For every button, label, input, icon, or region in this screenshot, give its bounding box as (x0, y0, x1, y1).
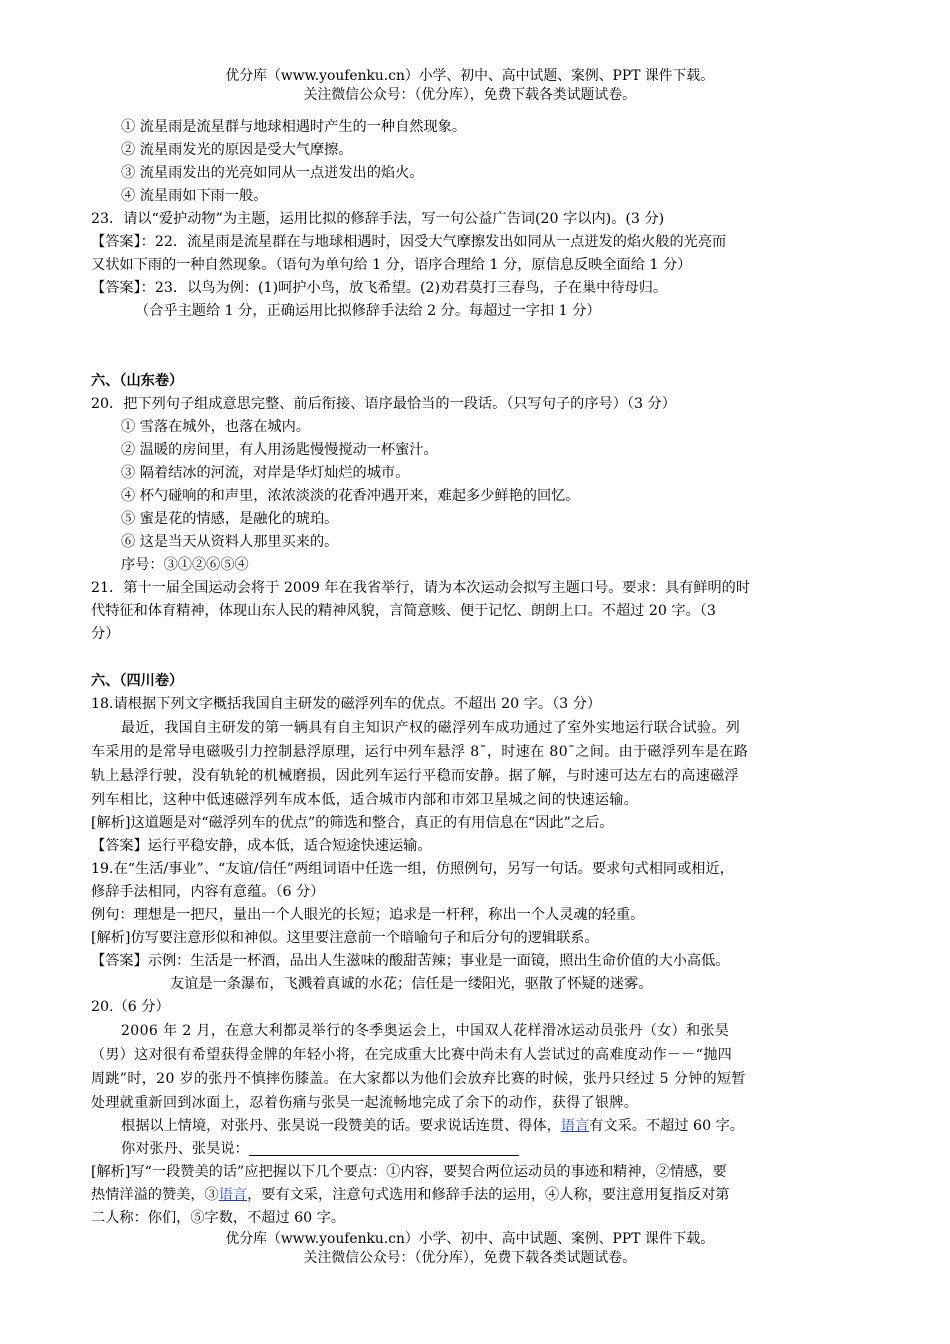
sentence-4: ④ 杯勺碰响的和声里，浓浓淡淡的花香冲遇开来，难起多少鲜艳的回忆。 (121, 488, 580, 504)
answer-22-line-2: 又状如下雨的一种自然现象。（语句为单句给 1 分，语序合理给 1 分，原信息反映全面给 1 分） (91, 257, 692, 273)
option-2: ② 流星雨发光的原因是受大气摩擦。 (121, 142, 353, 158)
question-21-line-3: 分） (91, 626, 120, 642)
option-3: ③ 流星雨发出的光亮如同从一点迸发出的焰火。 (121, 165, 424, 181)
question-23: 23．请以“爱护动物”为主题，运用比拟的修辞手法，写一句公益广告词(20 字以内)。(3 分) (91, 211, 665, 227)
footer-line-2: 关注微信公众号：（优分库），免费下载各类试题试卷。 (303, 1250, 636, 1266)
answer-18: 【答案】运行平稳安静，成本低，适合短途快速运输。 (91, 838, 432, 854)
requirement-line (121, 1116, 744, 1136)
analysis-20-text-1: 热情洋溢的赞美，③ (91, 1187, 219, 1203)
analysis-20-line-1: [解析]写“一段赞美的话”应把握以下几个要点：①内容，要契合两位运动员的事迹和精神，②情感，要 (91, 1164, 727, 1180)
footer-line-1: 优分库（www.youfenku.cn）小学、初中、高中试题、案例、PPT 课件下载。 (225, 1231, 715, 1247)
section-title-sichuan: 六、（四川卷） (91, 673, 184, 689)
language-link[interactable]: 语言 (560, 1118, 590, 1134)
requirement-text-1: 根据以上情境，对张丹、张昊说一段赞美的话。要求说话连贯、得体， (121, 1118, 561, 1134)
skating-paragraph-line-2: （男）这对很有希望获得金牌的年轻小将，在完成重大比赛中尚未有人尝试过的高难度动作－－“抛四 (91, 1047, 733, 1063)
maglev-paragraph-line-2: 车采用的是常导电磁吸引力控制悬浮原理，运行中列车悬浮 8¯，时速在 80¯之间。由于磁浮列车是在路 (91, 744, 749, 760)
answer-19-line-1: 【答案】示例：生活是一杯酒，品出人生滋味的酸甜苦辣；事业是一面镜，照出生命价值的大小高低。 (91, 953, 730, 969)
skating-paragraph-line-4: 处理就重新回到冰面上，忍着伤痛与张昊一起流畅地完成了余下的动作，获得了银牌。 (91, 1095, 639, 1111)
header-line-1: 优分库（www.youfenku.cn）小学、初中、高中试题、案例、PPT 课件下载。 (225, 68, 715, 84)
sentence-5: ⑤ 蜜是花的情感，是融化的琥珀。 (121, 511, 339, 527)
maglev-paragraph-line-1: 最近，我国自主研发的第一辆具有自主知识产权的磁浮列车成功通过了室外实地运行联合试验。列 (121, 720, 741, 736)
skating-paragraph-line-1: 2006 年 2 月，在意大利都灵举行的冬季奥运会上，中国双人花样滑冰运动员张丹（女）和张昊 (121, 1023, 730, 1039)
language-link-2[interactable]: 语言 (218, 1187, 248, 1203)
analysis-20-text-2: ，要有文采，注意句式选用和修辞手法的运用，④人称，要注意用复指反对第 (247, 1187, 730, 1203)
option-1: ① 流星雨是流星群与地球相遇时产生的一种自然现象。 (121, 119, 467, 135)
question-21-line-1: 21．第十一届全国运动会将于 2009 年在我省举行，请为本次运动会拟写主题口号。要求：具有鲜明的时 (91, 580, 751, 596)
section-title-shandong: 六、（山东卷） (91, 373, 184, 389)
answer-19-line-2: 友谊是一条瀑布，飞溅着真诚的水花；信任是一缕阳光，驱散了怀疑的迷雾。 (170, 976, 653, 992)
order-answer: 序号：③①②⑥⑤④ (121, 557, 249, 573)
response-prompt (121, 1139, 519, 1159)
question-19-line-1: 19.在“生活/事业”、“友谊/信任”两组词语中任选一组，仿照例句，另写一句话。要求句式相同或相近， (91, 861, 734, 877)
sentence-6: ⑥ 这是当天从资料人那里买来的。 (121, 534, 339, 550)
answer-23-line-2: （合乎主题给 1 分，正确运用比拟修辞手法给 2 分。每超过一字扣 1 分） (135, 303, 601, 319)
example-sentence: 例句：理想是一把尺，量出一个人眼光的长短；追求是一杆秤，称出一个人灵魂的轻重。 (91, 907, 645, 923)
analysis-19: [解析]仿写要注意形似和神似。这里要注意前一个暗喻句子和后分句的逻辑联系。 (91, 930, 599, 946)
question-19-line-2: 修辞手法相同，内容有意蕴。（6 分） (91, 884, 325, 900)
analysis-20-line-3: 二人称：你们，⑤字数，不超过 60 字。 (91, 1210, 346, 1226)
maglev-paragraph-line-3: 轨上悬浮行驶，没有轨轮的机械磨损，因此列车运行平稳而安静。据了解，与时速可达左右的高速磁浮 (91, 768, 739, 784)
answer-blank-line (249, 1141, 519, 1156)
question-20-shandong: 20．把下列句子组成意思完整、前后衔接、语序最恰当的一段话。（只写句子的序号）（3 分） (91, 396, 676, 412)
question-21-line-2: 代特征和体育精神，体现山东人民的精神风貌，言简意赅、便于记忆、朗朗上口。不超过 20 字。（3 (91, 603, 716, 619)
analysis-18: [解析]这道题是对“磁浮列车的优点”的筛选和整合，真正的有用信息在“因此”之后。 (91, 815, 614, 831)
sentence-3: ③ 隔着结冰的河流，对岸是华灯灿烂的城市。 (121, 465, 410, 481)
question-18: 18.请根据下列文字概括我国自主研发的磁浮列车的优点。不超出 20 字。（3 分） (91, 696, 602, 712)
option-4: ④ 流星雨如下雨一般。 (121, 188, 268, 204)
sentence-1: ① 雪落在城外，也落在城内。 (121, 419, 310, 435)
header-line-2: 关注微信公众号：（优分库），免费下载各类试题试卷。 (303, 87, 636, 103)
question-20-sichuan: 20.（6 分） (91, 999, 170, 1015)
analysis-20-line-2 (91, 1185, 729, 1205)
requirement-text-2: 有文采。不超过 60 字。 (589, 1118, 744, 1134)
maglev-paragraph-line-4: 列车相比，这种中低速磁浮列车成本低，适合城市内部和市郊卫星城之间的快速运输。 (91, 792, 639, 808)
sentence-2: ② 温暖的房间里，有人用汤匙慢慢搅动一杯蜜汁。 (121, 442, 438, 458)
skating-paragraph-line-3: 周跳”时，20 岁的张丹不慎摔伤膝盖。在大家都以为他们会放弃比赛的时候，张丹只经过 5 分钟的短暂 (91, 1071, 746, 1087)
answer-23-line-1: 【答案】：23．以鸟为例：(1)呵护小鸟，放飞希望。(2)劝君莫打三春鸟，子在巢中待母归。 (91, 280, 668, 296)
response-label: 你对张丹、张昊说： (121, 1141, 249, 1157)
answer-22-line-1: 【答案】：22．流星雨是流星群在与地球相遇时，因受大气摩擦发出如同从一点迸发的焰火般的光亮而 (91, 234, 727, 250)
